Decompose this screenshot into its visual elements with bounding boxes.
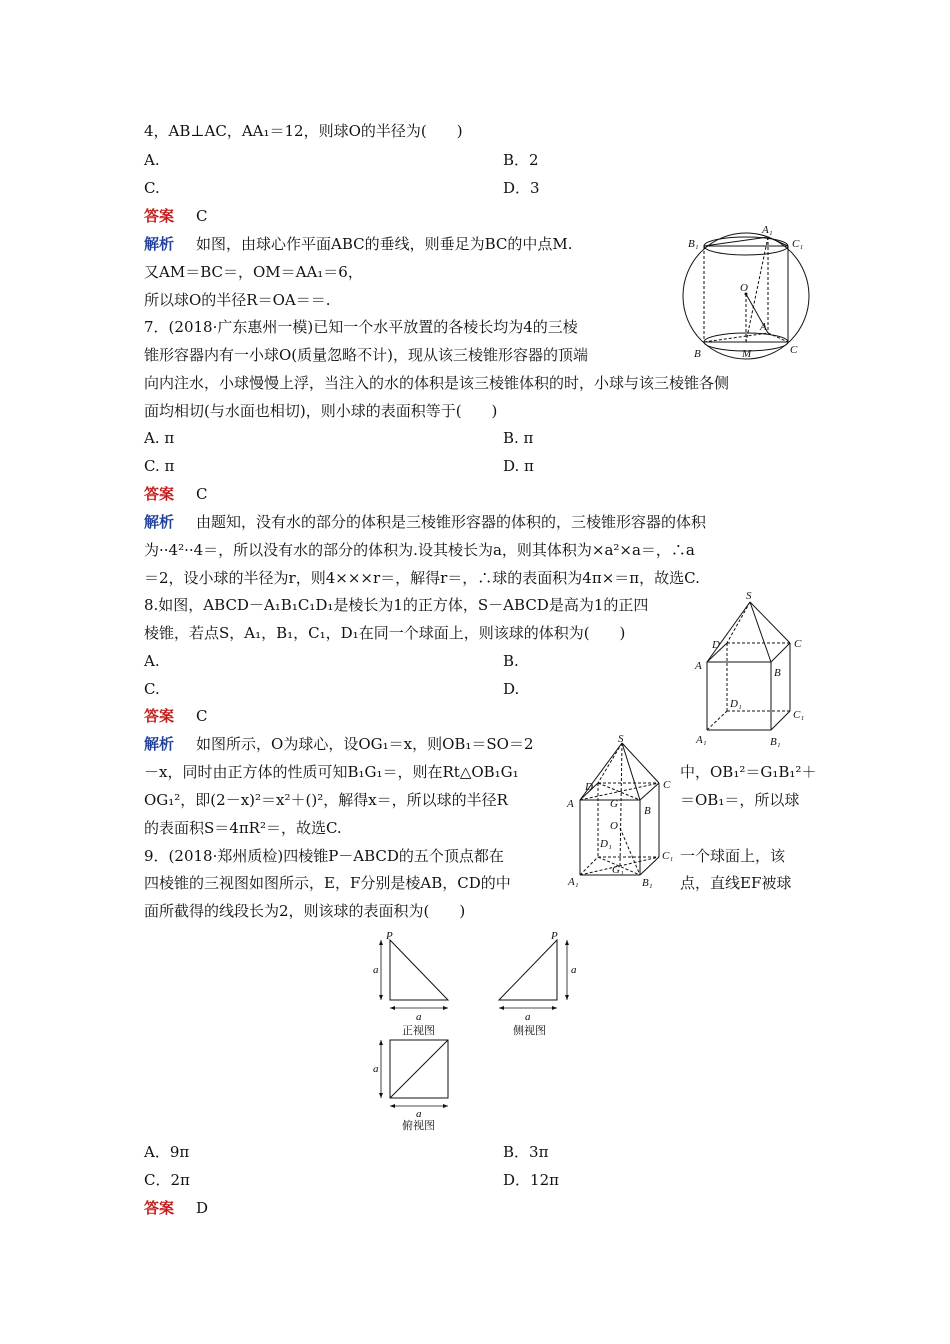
sphere-label-b: B [694,348,701,360]
q8-analysis-right-1: 中，OB₁²＝G₁B₁²＋ [680,763,817,781]
side-label-a-v: a [571,964,577,976]
q9-option-a: A．9π [144,1143,190,1161]
side-view-figure [495,928,585,1043]
cube1-label-d1: D₁ [730,698,742,710]
top-label-a-h: a [416,1108,422,1120]
q4-answer [144,206,208,226]
q7-option-b: B. π [503,429,534,447]
q7-option-d: D. π [503,457,534,475]
q8-option-b: B. [503,652,519,670]
sphere-label-c1: C₁ [792,238,804,250]
q8-stem-2: 棱锥，若点S，A₁，B₁，C₁，D₁在同一个球面上，则该球的体积为( ) [144,624,626,642]
q7-option-c: C. π [144,457,175,475]
q7-answer [144,484,208,504]
q9-option-d: D．12π [503,1171,559,1189]
analysis-text: 如图所示，O为球心，设OG₁＝x，则OB₁＝SO＝2 [196,735,534,753]
q4-analysis-2: 又AM＝BC＝，OM＝AA₁＝6， [144,263,363,281]
q7-stem-4: 面均相切(与水面也相切)，则小球的表面积等于( ) [144,402,498,420]
q8-analysis-1 [144,734,534,754]
cube-pyramid-sphere-figure [560,733,685,893]
analysis-text: 由题知，没有水的部分的体积是三棱锥形容器的体积的，三棱锥形容器的体积 [196,513,707,531]
answer-value: D [196,1199,209,1217]
cube1-label-a: A [695,660,702,672]
sphere-label-m: M [742,348,752,360]
q4-stem: 4，AB⊥AC，AA₁＝12，则球O的半径为( ) [144,122,463,140]
answer-label: 答案 [144,486,175,503]
sphere-label-o: O [740,282,748,294]
cube1-label-d: D [712,639,720,651]
q4-option-d: D．3 [503,179,540,197]
front-view-caption: 正视图 [402,1024,435,1037]
side-view-caption: 侧视图 [513,1024,546,1037]
side-label-a-h: a [525,1011,531,1023]
sphere-prism-figure [676,220,816,365]
cube2-label-g1: G₁ [612,864,624,876]
q9-stem-right-1: 一个球面上，该 [680,847,786,865]
cube2-label-d1: D₁ [600,838,612,850]
q7-analysis-1 [144,512,706,532]
q8-option-a: A. [144,652,160,670]
q9-stem-2: 四棱锥的三视图如图所示，E，F分别是棱AB，CD的中 [144,874,511,892]
cube2-label-s: S [618,733,624,745]
q8-option-d: D. [503,680,520,698]
analysis-label: 解析 [144,236,175,253]
cube2-label-b1: B₁ [642,877,653,889]
q7-stem-3: 向内注水，小球慢慢上浮，当注入的水的体积是该三棱锥体积的时，小球与该三棱锥各侧 [144,374,730,392]
q9-option-c: C．2π [144,1171,190,1189]
cube1-label-c1: C₁ [793,709,805,721]
cube2-label-a1: A₁ [568,876,579,888]
front-label-p: P [386,930,393,942]
cube2-label-a: A [567,798,574,810]
q8-analysis-2: －x，同时由正方体的性质可知B₁G₁＝，则在Rt△OB₁G₁ [144,763,519,781]
q7-stem-2: 锥形容器内有一小球O(质量忽略不计)，现从该三棱锥形容器的顶端 [144,346,589,364]
analysis-text: 如图，由球心作平面ABC的垂线，则垂足为BC的中点M. [196,235,573,253]
sphere-label-a1: A₁ [762,224,773,236]
q7-stem-1: 7．(2018·广东惠州一模)已知一个水平放置的各棱长均为4的三棱 [144,318,578,336]
sphere-label-b1: B₁ [688,238,699,250]
front-label-a-v: a [373,964,379,976]
q4-analysis-3: 所以球O的半径R＝OA＝＝. [144,291,331,309]
q9-stem-1: 9．(2018·郑州质检)四棱锥P－ABCD的五个顶点都在 [144,847,504,865]
answer-label: 答案 [144,1200,175,1217]
q9-stem-3: 面所截得的线段长为2，则该球的表面积为( ) [144,902,466,920]
q8-analysis-4: 的表面积S＝4πR²＝，故选C. [144,819,342,837]
answer-label: 答案 [144,208,175,225]
q7-option-a: A. π [144,429,175,447]
cube2-label-d: D [585,781,593,793]
q7-analysis-3: ＝2，设小球的半径为r，则4×××r＝，解得r＝，∴球的表面积为4π×＝π，故选C. [144,569,700,587]
cube1-label-b: B [774,667,781,679]
q4-option-c: C. [144,179,160,197]
cube2-label-c1: C₁ [662,850,674,862]
answer-value: C [196,207,208,225]
q8-analysis-right-2: ＝OB₁＝，所以球 [680,791,800,809]
cube-pyramid-figure [690,590,810,750]
cube2-label-c: C [663,779,671,791]
q8-analysis-3: OG₁²，即(2－x)²＝x²＋()²，解得x＝，所以球的半径R [144,791,508,809]
cube2-label-g: G [610,798,618,810]
analysis-label: 解析 [144,514,175,531]
cube2-label-b: B [644,805,651,817]
q9-stem-right-2: 点，直线EF被球 [680,874,792,892]
q8-answer [144,706,208,726]
answer-value: C [196,707,208,725]
sphere-label-a: A [760,321,767,333]
top-label-a-v: a [373,1063,379,1075]
cube1-label-s: S [746,590,752,602]
q8-option-c: C. [144,680,160,698]
q9-answer [144,1198,208,1218]
answer-label: 答案 [144,708,175,725]
q4-option-a: A. [144,151,160,169]
q4-option-b: B．2 [503,151,539,169]
cube1-label-c: C [794,638,802,650]
front-view-figure [370,928,450,1043]
q8-stem-1: 8.如图，ABCD－A₁B₁C₁D₁是棱长为1的正方体，S－ABCD是高为1的正四 [144,596,649,614]
side-label-p: P [551,930,558,942]
front-label-a-h: a [416,1011,422,1023]
sphere-label-c: C [790,344,798,356]
q4-analysis-1 [144,234,573,254]
cube1-label-b1: B₁ [770,736,781,748]
analysis-label: 解析 [144,736,175,753]
top-view-caption: 俯视图 [402,1119,435,1131]
top-view-figure [370,1036,455,1131]
q9-option-b: B．3π [503,1143,549,1161]
answer-value: C [196,485,208,503]
cube2-label-o: O [610,820,618,832]
q7-analysis-2: 为··4²··4＝，所以没有水的部分的体积为.设其棱长为a，则其体积为×a²×a＝，∴a [144,541,695,559]
cube1-label-a1: A₁ [696,734,707,746]
